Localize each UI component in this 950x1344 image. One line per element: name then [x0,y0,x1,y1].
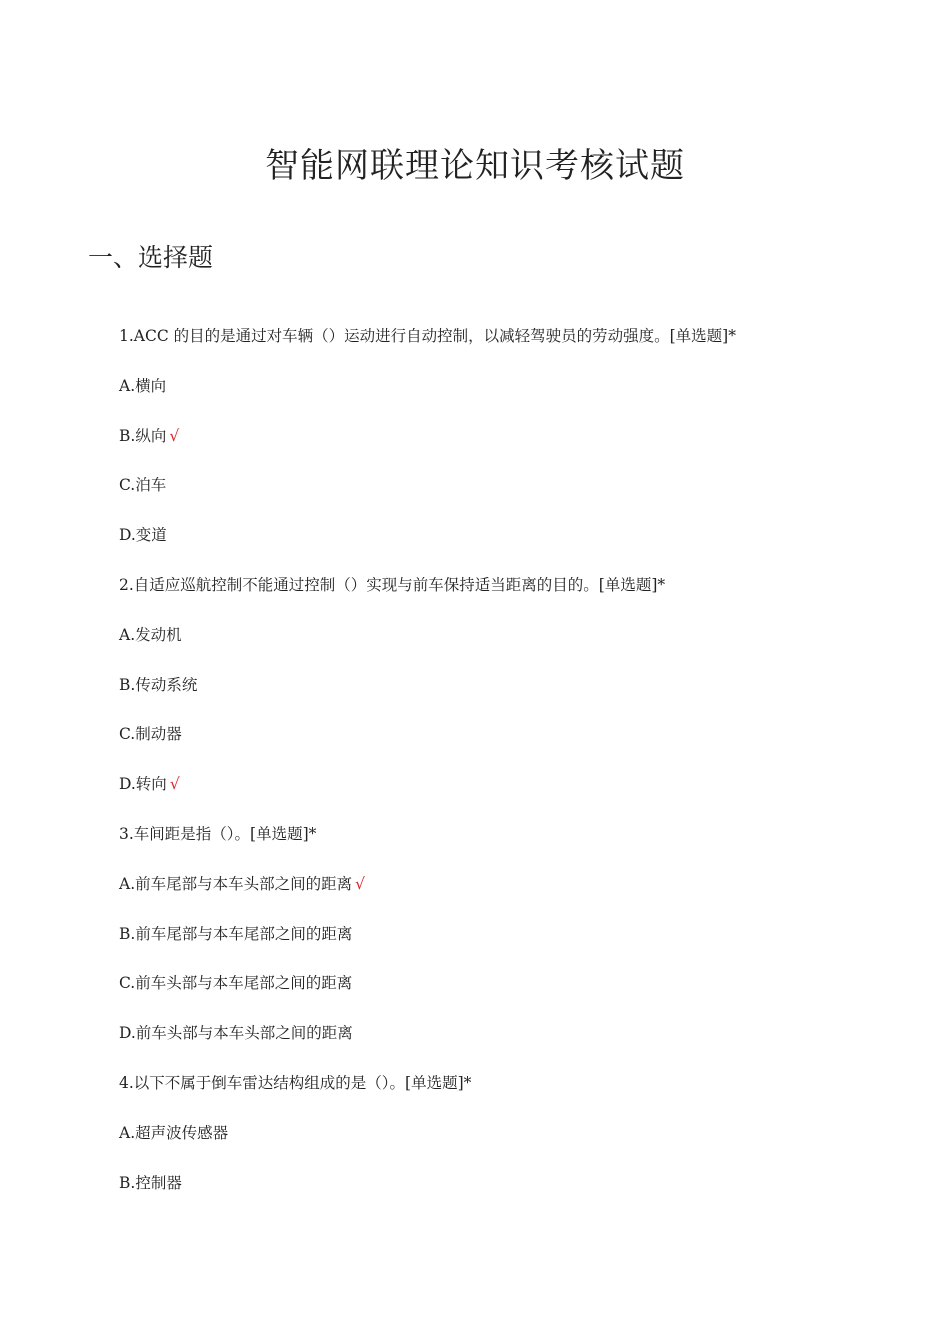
answer-option [119,922,879,972]
answer-option [119,1121,879,1171]
question-stem: 2.自适应巡航控制不能通过控制（）实现与前车保持适当距离的目的。[单选题]* [119,575,666,594]
answer-option-text: D.转向 [119,775,167,794]
answer-option [119,772,879,822]
answer-option-text: A.发动机 [119,625,182,644]
question-stem: 4.以下不属于倒车雷达结构组成的是（）。[单选题]* [119,1073,472,1092]
correct-check-icon: √ [169,426,180,445]
answer-option [119,623,879,673]
question-list [119,324,879,1220]
answer-option-text: B.控制器 [119,1173,182,1192]
answer-option [119,374,879,424]
answer-option-text: B.传动系统 [119,675,198,694]
answer-option-text: C.泊车 [119,476,167,495]
answer-option [119,424,879,474]
correct-check-icon: √ [169,775,180,794]
answer-option [119,523,879,573]
answer-option-text: B.纵向 [119,426,167,445]
answer-option [119,872,879,922]
answer-option-text: A.横向 [119,376,167,395]
answer-option-text: D.前车头部与本车头部之间的距离 [119,1024,353,1043]
question-stem: 3.车间距是指（）。[单选题]* [119,824,317,843]
answer-option [119,1171,879,1221]
answer-option [119,722,879,772]
answer-option [119,971,879,1021]
section-heading: 一、选择题 [88,243,214,272]
answer-option-text: A.前车尾部与本车头部之间的距离 [119,874,353,893]
answer-option-text: D.变道 [119,526,167,545]
answer-option-text: B.前车尾部与本车尾部之间的距离 [119,924,353,943]
answer-option [119,1021,879,1071]
answer-option-text: C.制动器 [119,725,182,744]
answer-option [119,473,879,523]
document-title: 智能网联理论知识考核试题 [265,146,685,186]
question-stem: 1.ACC 的目的是通过对车辆（）运动进行自动控制，以减轻驾驶员的劳动强度。[单选题]* [119,327,736,345]
correct-check-icon: √ [355,874,366,893]
answer-option-text: A.超声波传感器 [119,1123,229,1142]
answer-option-text: C.前车头部与本车尾部之间的距离 [119,974,353,993]
answer-option [119,673,879,723]
